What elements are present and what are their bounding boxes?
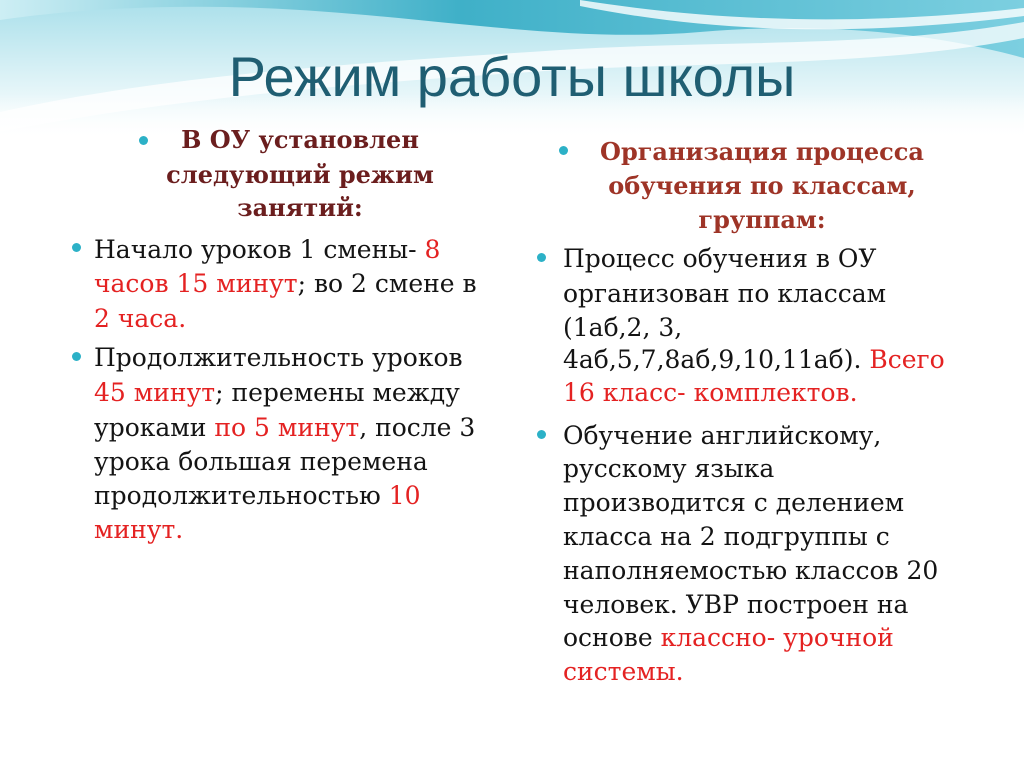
highlight-text: часов 15 минут [94,269,298,298]
text-line [563,242,876,276]
heading-line: обучения по классам, [608,171,916,200]
highlight-text: минут. [94,515,184,544]
text-line [94,341,463,375]
text-line [563,311,682,345]
text-line [94,376,460,410]
bullet-icon [537,430,546,439]
text-segment: Продолжительность уроков [94,343,463,372]
text-segment: уроками [94,413,215,442]
text-line [563,419,881,453]
text-segment: 4аб,5,7,8аб,9,10,11аб). [563,345,870,374]
text-line [563,277,886,311]
highlight-text: 45 минут [94,378,216,407]
text-line [563,486,904,520]
highlight-text: системы. [563,657,684,686]
text-segment: (1аб,2, 3, [563,313,683,342]
heading-line: занятий: [237,193,363,222]
text-line [563,520,890,554]
text-segment: Процесс обучения в ОУ [563,244,877,273]
text-line [94,411,475,445]
text-segment: ; во 2 смене в [297,269,477,298]
heading-line: Организация процесса [600,137,924,166]
text-segment: , после 3 [359,413,476,442]
text-segment: класса на 2 подгруппы с [563,522,890,551]
text-line [563,452,774,486]
highlight-text: классно- урочной [660,623,894,652]
text-line [94,479,421,513]
text-line [94,233,440,267]
bullet-icon [72,243,81,252]
text-line [563,554,938,588]
highlight-text: по 5 минут [214,413,360,442]
highlight-text: 16 класс- комплектов. [563,378,858,407]
text-line [94,445,428,479]
text-line [563,621,894,655]
highlight-text: 10 [388,481,421,510]
bullet-icon [72,352,81,361]
text-segment: производится с делением [563,488,905,517]
text-segment: Начало уроков 1 смены- [94,235,425,264]
text-segment: основе [563,623,661,652]
text-segment: наполняемостью классов 20 [563,556,939,585]
text-line [94,302,186,336]
slide-title: Режим работы школы [228,45,796,108]
text-segment: ; перемены между [215,378,460,407]
text-segment: урока большая перемена [94,447,428,476]
text-line [563,376,858,410]
highlight-text: Всего [869,345,945,374]
text-line [563,343,945,377]
highlight-text: 2 часа. [94,304,187,333]
heading-line: группам: [698,205,826,234]
text-segment: Обучение английскому, [563,421,882,450]
text-line [94,267,477,301]
heading-line: следующий режим [166,160,434,189]
text-segment: человек. УВР построен на [563,590,909,619]
text-line [563,588,908,622]
text-segment: продолжительностью [94,481,389,510]
bullet-icon [537,253,546,262]
highlight-text: 8 [424,235,441,264]
text-segment: русскому языка [563,454,775,483]
text-line [94,513,183,547]
heading-line: В ОУ установлен [181,125,419,154]
text-line [563,655,684,689]
text-segment: организован по классам [563,279,887,308]
